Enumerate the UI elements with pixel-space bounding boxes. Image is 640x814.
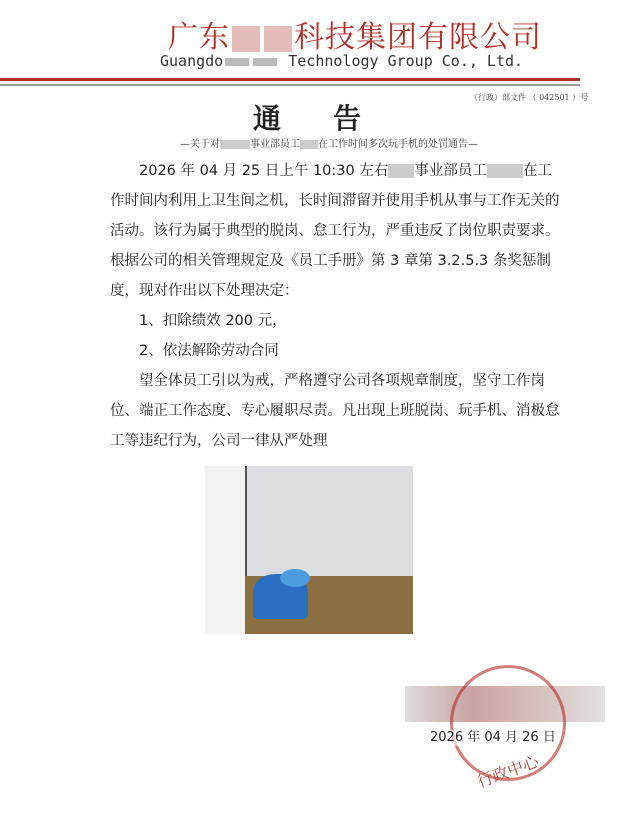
signature-date: 2026 年 04 月 26 日 [430, 730, 556, 745]
stamp-text: 行政中心 [474, 751, 542, 792]
subtitle-part: 事业部员工 [250, 139, 300, 150]
header-rule-red [0, 78, 580, 81]
redacted-block [487, 164, 523, 178]
company-suffix: 科技集团有限公司 [294, 20, 542, 55]
redacted-block [225, 58, 249, 66]
notice-body [110, 156, 565, 634]
english-prefix: Guangdo [160, 52, 224, 70]
redacted-block [232, 26, 260, 52]
redacted-block [300, 140, 318, 149]
header-rule-gray [0, 84, 580, 86]
body-paragraph-2: 望全体员工引以为戒，严格遵守公司各项规章制度，坚守工作岗位、端正工作态度、专心履职尽责。凡出现上班脱岗、玩手机、消极怠工等违纪行为，公司一律从严处理 [110, 373, 560, 449]
company-name-cn [168, 12, 542, 56]
subtitle-part: —关于对 [180, 139, 220, 150]
company-name-en [160, 52, 523, 70]
english-suffix: Technology Group Co., Ltd. [288, 52, 524, 70]
para-text: 在工作时间内利用上卫生间之机，长时间滞留并使用手机从事与工作无关的活动。该行为属于典型的脱岗、怠工行为，严重违反了岗位职责要求。根据公司的相关管理规定及《员工手册》第 3 章第 3.2.5.3 条奖惩制度，现对作出以下处理决定： [110, 163, 560, 299]
decision-item-1: 1、扣除绩效 200 元， [139, 313, 287, 329]
document-number: （行政）部文件 （ 042501 ）号 [470, 93, 589, 102]
photo-cap [280, 569, 310, 587]
redacted-block [220, 140, 250, 149]
para-text: 事业部员工 [414, 163, 487, 179]
notice-title: 通告 [252, 102, 413, 135]
redacted-block [388, 164, 414, 178]
redacted-block [264, 26, 292, 52]
para-text: 2026 年 04 月 25 日上午 10:30 左右 [139, 163, 389, 179]
company-prefix: 广东 [168, 20, 230, 55]
decision-item-2: 2、依法解除劳动合同 [139, 343, 279, 359]
redacted-block [253, 58, 277, 66]
photo-door [205, 466, 247, 634]
subtitle-part: 在工作时间多次玩手机的处罚通告— [318, 139, 478, 150]
notice-subtitle [180, 139, 478, 151]
surveillance-photo [205, 466, 413, 634]
body-paragraph-1 [110, 156, 565, 306]
